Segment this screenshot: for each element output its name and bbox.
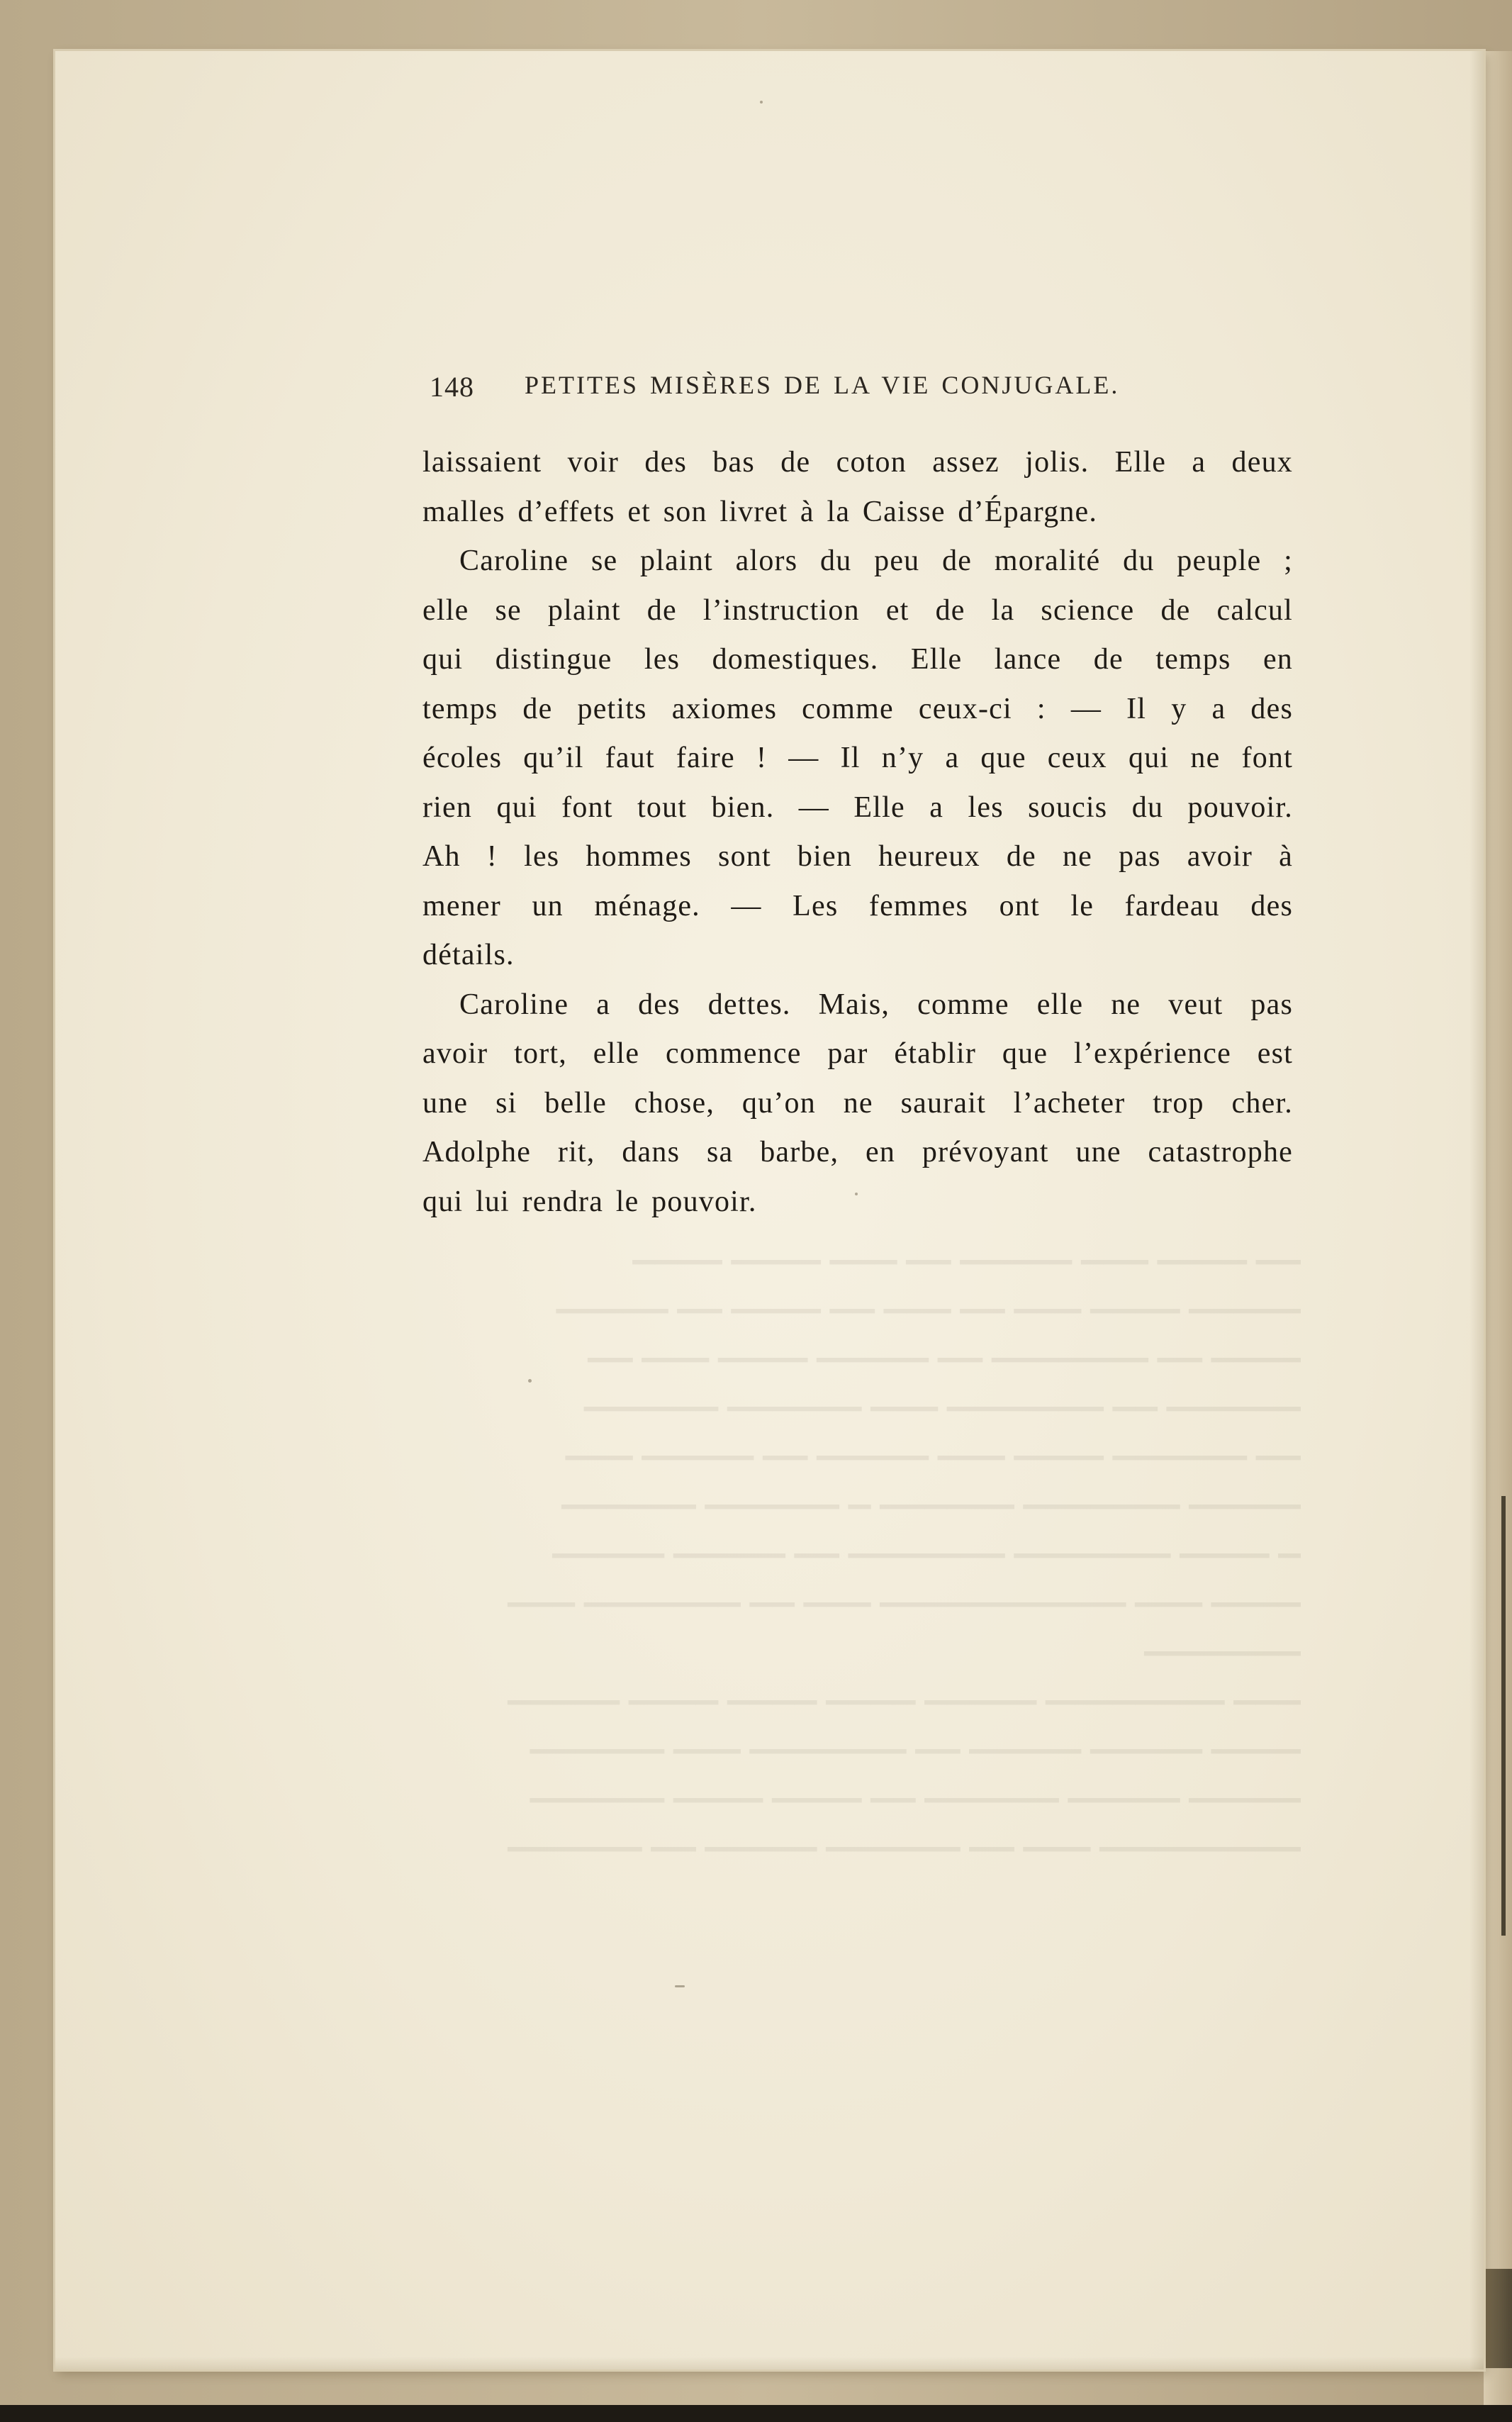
- text-line: rien qui font tout bien. — Elle a les soucis du pouvoir.: [422, 791, 1293, 824]
- text-line: Caroline se plaint alors du peu de moralité du peuple ;: [459, 545, 1293, 577]
- text-line: malles d’effets et son livret à la Caisse d’Épargne.: [422, 495, 1098, 528]
- text-line: temps de petits axiomes comme ceux-ci : — Il y a des: [422, 692, 1293, 725]
- paragraph: [422, 537, 1293, 981]
- text-line: qui distingue les domestiques. Elle lance de temps en: [422, 643, 1293, 676]
- text-line: une si belle chose, qu’on ne saurait l’acheter trop cher.: [422, 1086, 1293, 1120]
- running-header: [366, 370, 1301, 413]
- binding-mark: [1501, 1496, 1506, 1936]
- page-edge-shadow-bottom: [55, 2357, 1484, 2370]
- paper-speck: [855, 1193, 858, 1195]
- paper-speck: [528, 1379, 532, 1383]
- running-title: PETITES MISÈRES DE LA VIE CONJUGALE.: [525, 371, 1120, 399]
- page-number: 148: [430, 371, 474, 403]
- body-text: [422, 438, 1293, 1227]
- text-line: qui lui rendra le pouvoir.: [422, 1185, 757, 1218]
- paper-speck: [760, 101, 763, 104]
- text-line: avoir tort, elle commence par établir que l’expérience est: [422, 1037, 1293, 1070]
- text-line: Caroline a des dettes. Mais, comme elle ne veut pas: [459, 988, 1293, 1021]
- text-line: Adolphe rit, dans sa barbe, en prévoyant une catastrophe: [422, 1136, 1293, 1168]
- text-line: laissaient voir des bas de coton assez jolis. Elle a deux: [422, 446, 1293, 479]
- paragraph: [422, 981, 1293, 1227]
- scan-border-bottom: [0, 2405, 1512, 2422]
- text-line: Ah ! les hommes sont bien heureux de ne pas avoir à: [422, 840, 1293, 873]
- text-line: elle se plaint de l’instruction et de la science de calcul: [422, 593, 1293, 627]
- adjacent-page-edge: [1484, 51, 1512, 2412]
- paragraph: [422, 438, 1293, 537]
- text-line: écoles qu’il faut faire ! — Il n’y a que ceux qui ne font: [422, 742, 1293, 774]
- page-edge-shadow-right: [1469, 51, 1484, 2370]
- paper-speck: [675, 1985, 685, 1987]
- text-line: détails.: [422, 939, 515, 971]
- text-line: mener un ménage. — Les femmes ont le fardeau des: [422, 889, 1293, 922]
